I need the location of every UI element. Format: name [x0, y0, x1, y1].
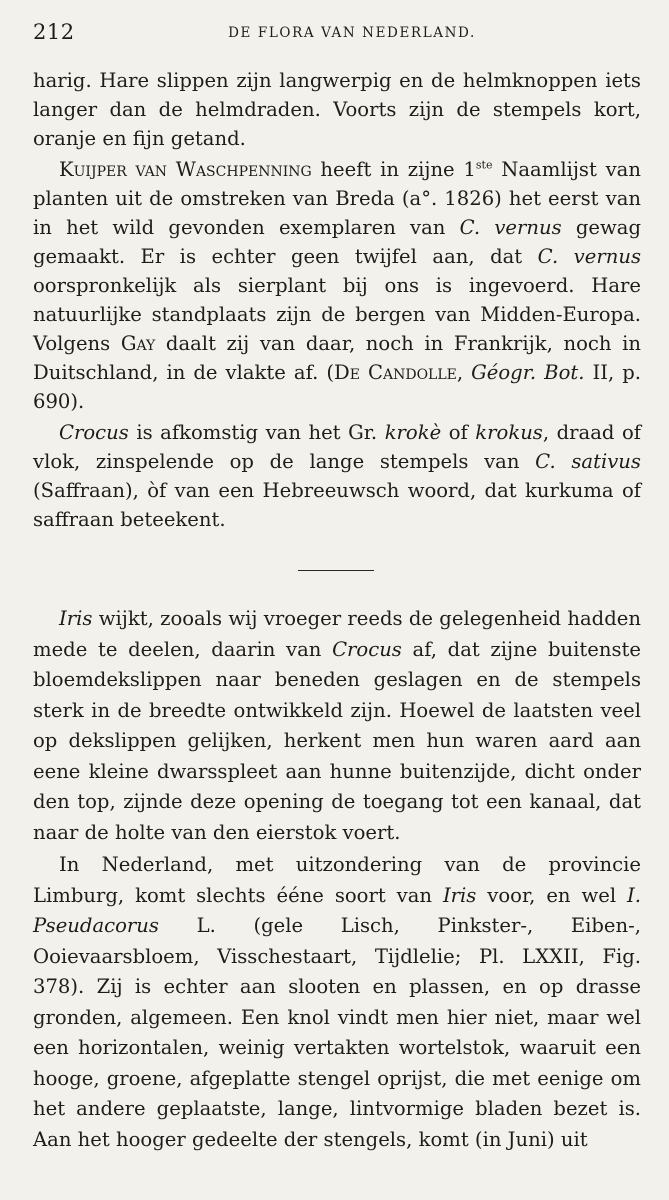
section-separator: [298, 570, 374, 571]
paragraph-etymology: Crocus is afkomstig van het Gr. krokè of krokus, draad of vlok, zinspelende op de lange stempels van C. sativus (Saffraan), òf van een Hebreeuwsch woord, dat kurkuma of saffraan beteekent.: [33, 421, 641, 531]
genus-name: Iris: [442, 883, 477, 907]
genus-name: Iris: [59, 607, 93, 630]
author-name: Kuijper van Waschpenning: [59, 158, 312, 181]
genus-name: Crocus: [332, 637, 402, 661]
species-name: I. Pseudacorus: [33, 883, 641, 937]
author-name: De Candolle: [334, 361, 457, 384]
species-name: C. vernus: [459, 216, 562, 239]
paragraph-iris-netherlands: In Nederland, met uitzondering van de provincie Limburg, komt slechts ééne soort van Iris voor, en wel I. Pseudacorus L. (gele Lisch, Pinkster-, Eiben-, Ooievaarsbloem, Visschestaart, Tijdlelie; Pl. LXXII, Fig. 378). Zij is echter aan slooten en plassen, en op drasse gronden, algemeen. Een knol vindt men hier niet, maar wel een horizontalen, weinig vertakten wortelstok, waaruit een hooge, groene, afgeplatte stengel oprijst, die met eenige om het andere geplaatste, lange, lintvormige bladen bezet is. Aan het hooger gedeelte der stengels, komt (in Juni) uit: [33, 853, 641, 1151]
page-number: 212: [33, 20, 75, 44]
section-iris: [33, 604, 641, 1155]
page-header: [33, 20, 641, 50]
paragraph-kuijper: Kuijper van Waschpenning heeft in zijne 1ste Naamlijst van planten uit de omstreken van Breda (a°. 1826) het eerst van in het wild gevonden exemplaren van C. vernus gewag gemaakt. Er is echter geen twijfel aan, dat C. vernus oorspronkelijk als sierplant bij ons is ingevoerd. Hare natuurlijke standplaats zijn de bergen van Midden-Europa. Volgens Gay daalt zij van daar, noch in Frankrijk, noch in Duitschland, in de vlakte af. (De Candolle, Géogr. Bot. II, p. 690).: [33, 158, 642, 413]
greek-word: krokè: [384, 421, 442, 444]
work-title: Géogr. Bot.: [471, 361, 585, 384]
section-crocus: [33, 66, 641, 534]
running-head: DE FLORA VAN NEDERLAND.: [228, 25, 476, 41]
species-name: C. vernus: [537, 245, 641, 268]
author-name: Gay: [120, 332, 156, 355]
species-name: C. sativus: [535, 450, 641, 473]
genus-name: Crocus: [59, 421, 129, 444]
paragraph-continuation: harig. Hare slippen zijn langwerpig en de helmknoppen iets langer dan de helmdraden. Voorts zijn de stempels kort, oranje en fijn getand.: [33, 69, 641, 150]
greek-word: krokus: [475, 421, 543, 444]
paragraph-iris-description: Iris wijkt, zooals wij vroeger reeds de gelegenheid hadden mede te deelen, daarin van Crocus af, dat zijne buitenste bloemdekslippen naar beneden geslagen en de stempels sterk in de breedte ontwikkeld zijn. Hoewel de laatsten veel op dekslippen gelijken, herkent men hun waren aard aan eene kleine dwarsspleet aan hunne buitenzijde, dicht onder den top, zijnde deze opening de toegang tot een kanaal, dat naar de holte van den eierstok voert.: [33, 607, 641, 844]
